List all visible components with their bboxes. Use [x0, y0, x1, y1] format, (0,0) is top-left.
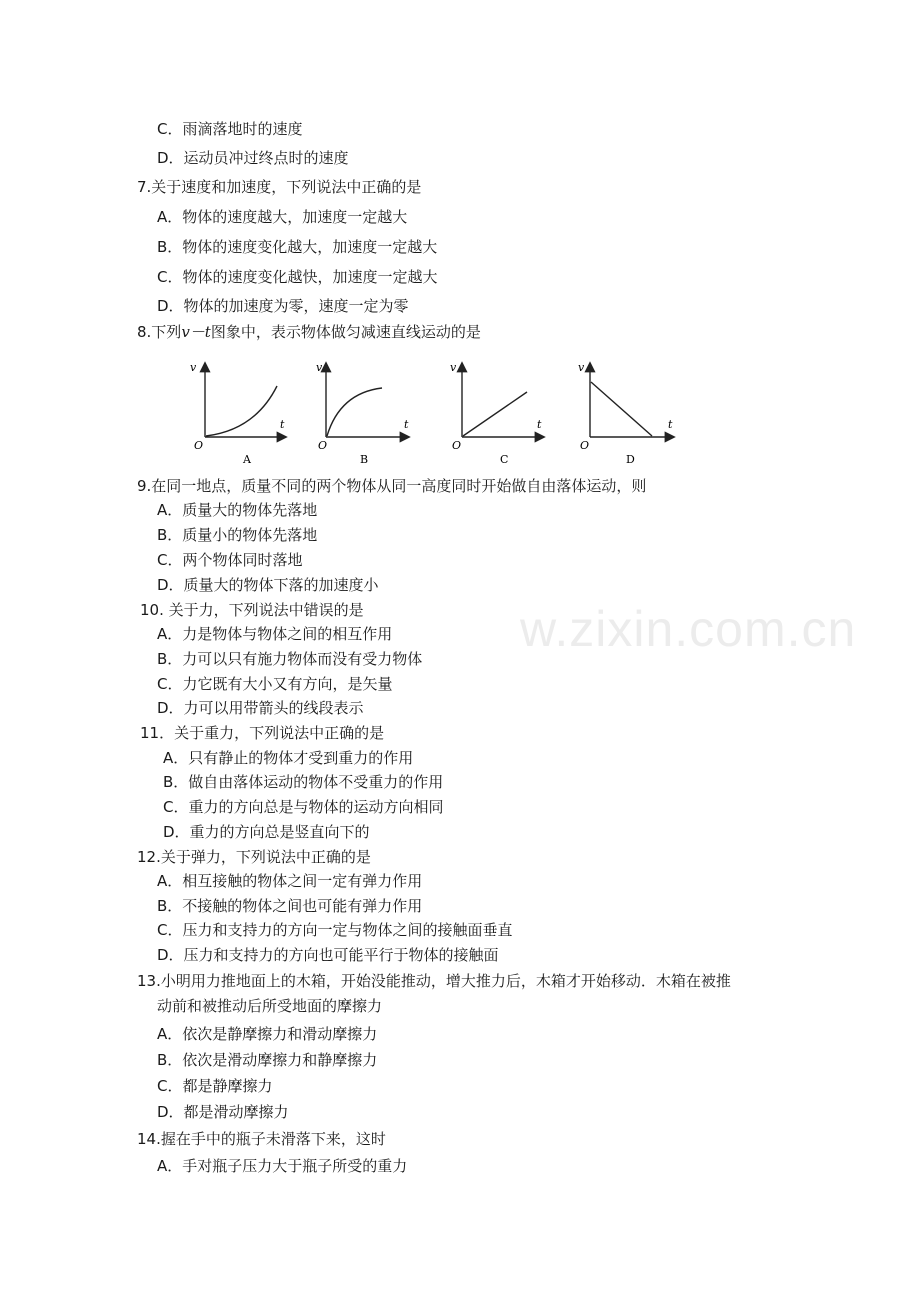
graph-a-origin: O: [194, 439, 204, 452]
graph-c-label: C: [500, 453, 509, 466]
q7-option-a: A．物体的速度越大，加速度一定越大: [157, 208, 408, 226]
q10-option-a: A．力是物体与物体之间的相互作用: [157, 625, 393, 643]
graph-a-v-label: v: [190, 361, 197, 374]
q7-option-d: D．物体的加速度为零，速度一定为零: [157, 297, 409, 315]
graph-a-t-label: t: [280, 418, 285, 431]
graph-d-label: D: [626, 453, 635, 466]
graph-c-v-label: v: [450, 361, 457, 374]
graph-d: [578, 361, 673, 466]
q12-option-a: A．相互接触的物体之间一定有弹力作用: [157, 872, 423, 890]
q7-option-b: B．物体的速度变化越大，加速度一定越大: [157, 238, 438, 256]
q13-option-d: D．都是滑动摩擦力: [157, 1103, 289, 1121]
q12-stem: 12.关于弹力，下列说法中正确的是: [137, 848, 371, 866]
q10-stem: 10. 关于力，下列说法中错误的是: [140, 601, 364, 619]
q9-stem: 9.在同一地点，质量不同的两个物体从同一高度同时开始做自由落体运动，则: [137, 477, 647, 495]
q13-option-c: C．都是静摩擦力: [157, 1077, 273, 1095]
graph-b-v-label: v: [316, 361, 323, 374]
q9-option-d: D．质量大的物体下落的加速度小: [157, 576, 379, 594]
q13-option-b: B．依次是滑动摩擦力和静摩擦力: [157, 1051, 378, 1069]
q13-option-a: A．依次是静摩擦力和滑动摩擦力: [157, 1025, 378, 1043]
q13-stem-line2: 动前和被推动后所受地面的摩擦力: [157, 997, 383, 1015]
q6-option-c: C．雨滴落地时的速度: [157, 120, 303, 138]
q7-stem: 7.关于速度和加速度，下列说法中正确的是: [137, 178, 422, 196]
watermark: w.zixin.com.cn: [520, 601, 857, 657]
graph-a-label: A: [243, 453, 251, 466]
graph-d-v-label: v: [578, 361, 585, 374]
q14-option-a: A．手对瓶子压力大于瓶子所受的重力: [157, 1157, 408, 1175]
q8-stem-variable: v－t: [181, 323, 211, 341]
graph-b-origin: O: [318, 439, 328, 452]
q10-option-b: B．力可以只有施力物体而没有受力物体: [157, 650, 423, 668]
graph-b: [316, 361, 409, 466]
q11-option-d: D．重力的方向总是竖直向下的: [163, 823, 370, 841]
q8-stem-suffix: 图象中，表示物体做匀减速直线运动的是: [210, 323, 481, 341]
graph-a: [190, 361, 285, 466]
graph-c-line: [463, 392, 527, 436]
q11-option-a: A．只有静止的物体才受到重力的作用: [163, 749, 414, 767]
graph-b-label: B: [360, 453, 369, 466]
q12-option-b: B．不接触的物体之间也可能有弹力作用: [157, 897, 423, 915]
graph-b-t-label: t: [404, 418, 409, 431]
graph-d-line: [591, 382, 652, 436]
q6-option-d: D．运动员冲过终点时的速度: [157, 149, 349, 167]
graph-d-t-label: t: [668, 418, 673, 431]
graph-b-curve: [327, 388, 382, 436]
q11-option-c: C．重力的方向总是与物体的运动方向相同: [163, 798, 444, 816]
q10-option-c: C．力它既有大小又有方向，是矢量: [157, 675, 393, 693]
graph-c-origin: O: [452, 439, 462, 452]
graph-d-origin: O: [580, 439, 590, 452]
q11-option-b: B．做自由落体运动的物体不受重力的作用: [163, 773, 444, 791]
q12-option-c: C．压力和支持力的方向一定与物体之间的接触面垂直: [157, 921, 513, 939]
q8-stem-prefix: 8.下列: [137, 323, 182, 341]
q14-stem: 14.握在手中的瓶子未滑落下来，这时: [137, 1130, 386, 1148]
q8-stem: [137, 322, 481, 342]
q12-option-d: D．压力和支持力的方向也可能平行于物体的接触面: [157, 946, 499, 964]
graph-c-t-label: t: [537, 418, 542, 431]
q7-option-c: C．物体的速度变化越快，加速度一定越大: [157, 268, 438, 286]
q8-graphs: [170, 350, 700, 472]
q9-option-a: A．质量大的物体先落地: [157, 501, 318, 519]
graph-a-curve: [206, 386, 277, 436]
q13-stem-line1: 13.小明用力推地面上的木箱，开始没能推动，增大推力后，木箱才开始移动．木箱在被推: [137, 972, 731, 990]
q9-option-c: C．两个物体同时落地: [157, 551, 303, 569]
graph-c: [450, 361, 543, 466]
q11-stem: 11．关于重力，下列说法中正确的是: [140, 724, 385, 742]
q10-option-d: D．力可以用带箭头的线段表示: [157, 699, 364, 717]
q9-option-b: B．质量小的物体先落地: [157, 526, 318, 544]
